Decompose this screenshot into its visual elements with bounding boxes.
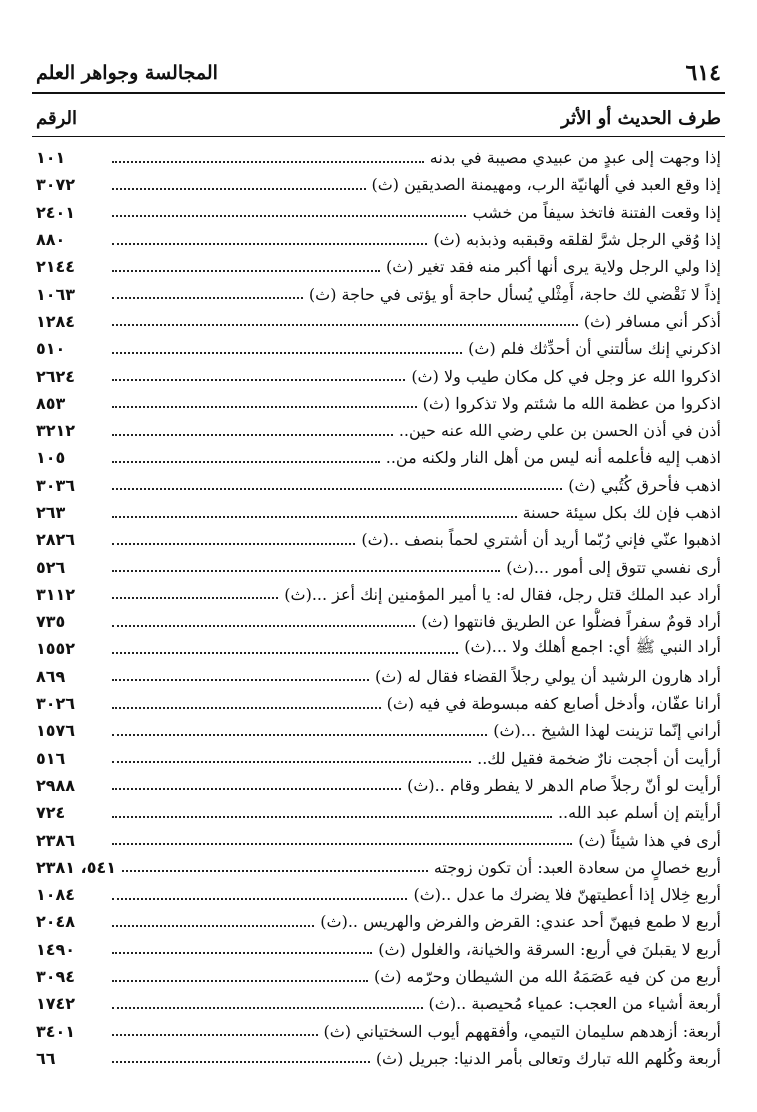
entry-number: ٢٨٢٦: [36, 530, 76, 550]
index-entry: [36, 553, 721, 580]
entry-text: إذاً لا نَقْضي لك حاجة، أَمِثْلي يُسأل حاجة أو يؤتى في حاجة (ث): [308, 284, 721, 304]
index-entry: [36, 472, 721, 499]
entry-number: ٢٩٨٨: [36, 775, 76, 795]
page-number: ٦١٤: [685, 60, 721, 86]
leader-dots: [112, 843, 572, 845]
entry-number: ٢١٤٤: [36, 257, 76, 277]
entry-text: أراد النبي ﷺ أي: اجمع أهلك ولا ...(ث): [464, 637, 721, 657]
index-entry: [36, 1045, 721, 1072]
index-entry: [36, 772, 721, 799]
entry-number: ٢٦٣: [36, 503, 66, 522]
index-entry: [36, 199, 721, 226]
entry-number: ٢٠٤٨: [36, 912, 76, 932]
leader-dots: [112, 215, 466, 217]
leader-dots: [112, 406, 417, 408]
index-entry: [36, 826, 721, 853]
leader-dots: [112, 379, 405, 381]
running-head: [36, 56, 721, 90]
entry-number: ١٠٥: [36, 448, 66, 468]
entry-text: اذهب فإن لك بكل سيئة حسنة: [522, 503, 721, 522]
entry-text: أراد عبد الملك قتل رجل، فقال له: يا أمير المؤمنين إنك أعز ...(ث): [284, 584, 721, 604]
entry-text: أربعة أشياء من العجب: عمياء مُحيصبة ..(ث): [428, 994, 721, 1014]
entry-number: ٨٦٩: [36, 666, 66, 686]
entry-text: اذهب إليه فأعلمه أنه ليس من أهل النار ولكنه من..: [385, 448, 721, 468]
index-entry: [36, 854, 721, 881]
leader-dots: [112, 652, 458, 654]
entry-number: ٢٤٠١: [36, 202, 76, 222]
index-entry: [36, 390, 721, 417]
entry-number: ٧٣٥: [36, 612, 66, 632]
index-entry: [36, 963, 721, 990]
column-header: [36, 100, 721, 136]
entry-text: أرانا عفّان، وأدخل أصابع كفه مبسوطة في فيه (ث): [386, 694, 721, 714]
entry-number: ١٠٦٣: [36, 284, 76, 304]
leader-dots: [112, 788, 401, 790]
leader-dots: [112, 597, 278, 599]
entry-list: [36, 144, 721, 1072]
book-title: المجالسة وجواهر العلم: [36, 62, 218, 84]
index-entry: [36, 635, 721, 662]
leader-dots: [112, 434, 393, 436]
index-entry: [36, 280, 721, 307]
entry-text: إذا وُقي الرجل شرَّ لقلقه وقبقبه وذبذبه (ث): [433, 230, 721, 250]
index-entry: [36, 171, 721, 198]
entry-number: ١٠١: [36, 148, 66, 168]
entry-number: ٣٠٧٢: [36, 175, 76, 195]
entry-text: أربع لا طمع فيهنّ أحد عندي: القرض والفرض والهريس ..(ث): [320, 912, 721, 932]
entry-text: أراني إنّما تزينت لهذا الشيخ ...(ث): [493, 721, 721, 741]
leader-dots: [112, 324, 578, 326]
entry-text: أربع لا يقبلنَ في أربع: السرقة والخيانة، والغلول (ث): [378, 939, 721, 959]
leader-dots: [112, 543, 355, 545]
entry-text: أذن في أذن الحسن بن علي رضي الله عنه حين..: [398, 421, 721, 441]
index-entry: [36, 663, 721, 690]
entry-number: ٣٤٠١: [36, 1021, 76, 1041]
entry-number: ٦٦: [36, 1048, 56, 1068]
entry-text: إذا وقع العبد في ألهانيّة الرب، ومهيمنة الصديقين (ث): [371, 175, 721, 195]
leader-dots: [112, 461, 380, 463]
entry-text: اذكروا الله عز وجل في كل مكان طيب ولا (ث): [411, 366, 721, 386]
entry-number: ٣٢١٢: [36, 421, 76, 441]
entry-number: ٣٠٣٦: [36, 475, 76, 495]
index-entry: [36, 936, 721, 963]
entry-text: أرى نفسي تتوق إلى أمور ...(ث): [506, 557, 721, 577]
leader-dots: [112, 952, 372, 954]
leader-dots: [112, 816, 552, 818]
index-entry: [36, 308, 721, 335]
entry-text: اذكرني إنك سألتني أن أحدِّثك فلم (ث): [468, 339, 721, 359]
entry-text: أرى في هذا شيئاً (ث): [578, 830, 721, 850]
index-entry: [36, 881, 721, 908]
leader-dots: [112, 188, 366, 190]
index-entry: [36, 608, 721, 635]
leader-dots: [112, 925, 314, 927]
entry-text: إذا وقعت الفتنة فاتخذ سيفاً من خشب: [472, 202, 721, 222]
entry-text: أربعة وكُلهم الله تبارك وتعالى بأمر الدنيا: جبريل (ث): [375, 1048, 721, 1068]
leader-dots: [112, 570, 500, 572]
index-entry: [36, 417, 721, 444]
column-text-label: طرف الحديث أو الأثر: [561, 107, 721, 129]
entry-number: ٥١٦: [36, 748, 66, 768]
column-rule: [32, 136, 725, 137]
leader-dots: [112, 352, 462, 354]
entry-text: أربعة: أزهدهم سليمان التيمي، وأفقههم أيوب السختياني (ث): [323, 1021, 721, 1041]
entry-number: ١٢٨٤: [36, 311, 76, 331]
index-entry: [36, 908, 721, 935]
index-entry: [36, 362, 721, 389]
leader-dots: [112, 1034, 318, 1036]
leader-dots: [112, 516, 517, 518]
entry-text: إذا وجهت إلى عبدٍ من عبيدي مصيبة في بدنه: [429, 148, 721, 168]
leader-dots: [112, 161, 424, 163]
index-entry: [36, 526, 721, 553]
entry-text: اذهبوا عنّي فإني رُبّما أريد أن أشتري لحماً بنصف ..(ث): [361, 530, 721, 550]
index-entry: [36, 717, 721, 744]
entry-number: ١٧٤٢: [36, 994, 76, 1014]
entry-number: ١٥٥٢: [36, 639, 76, 659]
entry-text: اذهب فأحرق كُتُبي (ث): [568, 475, 721, 495]
entry-number: ١٤٩٠: [36, 939, 76, 959]
leader-dots: [112, 488, 562, 490]
entry-text: اذكروا من عظمة الله ما شئتم ولا تذكروا (ث): [422, 393, 721, 413]
entry-text: أرأيت أن أججت نارٌ ضخمة فقيل لك..: [477, 748, 721, 768]
entry-text: أرأيت لو أنّ رجلاً صام الدهر لا يفطر وقام ..(ث): [407, 775, 721, 795]
entry-number: ٣١١٢: [36, 584, 76, 604]
column-number-label: الرقم: [36, 107, 78, 129]
leader-dots: [112, 679, 369, 681]
entry-number: ١٠٨٤: [36, 885, 76, 905]
index-entry: [36, 1018, 721, 1045]
leader-dots: [112, 297, 303, 299]
leader-dots: [112, 898, 407, 900]
index-entry: [36, 444, 721, 471]
entry-text: أرأيتم إن أسلم عبد الله..: [557, 803, 721, 823]
leader-dots: [112, 270, 380, 272]
entry-number: ٧٢٤: [36, 803, 66, 823]
entry-number: ٢٣٨٦: [36, 830, 76, 850]
leader-dots: [112, 734, 487, 736]
entry-number: ٨٨٠: [36, 230, 66, 250]
entry-number: ٣٠٢٦: [36, 694, 76, 714]
entry-text: أذكر أني مسافر (ث): [583, 311, 721, 331]
entry-number: ٢٦٢٤: [36, 366, 76, 386]
header-rule: [32, 92, 725, 94]
entry-number: ٥٢٦: [36, 557, 66, 577]
index-entry: [36, 335, 721, 362]
leader-dots: [112, 707, 381, 709]
entry-text: أربع من كن فيه عَصَمَهُ الله من الشيطان وحرّمه (ث): [373, 967, 721, 987]
index-entry: [36, 745, 721, 772]
leader-dots: [112, 1061, 370, 1063]
entry-text: إذا ولي الرجل ولاية يرى أنها أكبر منه فقد تغير (ث): [385, 257, 721, 277]
entry-text: أربع خِلال إذا أعطيتهنّ فلا يضرك ما عدل ..(ث): [413, 885, 721, 905]
index-entry: [36, 799, 721, 826]
leader-dots: [112, 761, 471, 763]
entry-number: ٥١٠: [36, 339, 66, 359]
entry-text: أربع خصالٍ من سعادة العبد: أن تكون زوجته: [433, 857, 721, 877]
entry-number: ٣٠٩٤: [36, 967, 76, 987]
leader-dots: [112, 1007, 423, 1009]
index-entry: [36, 499, 721, 526]
index-entry: [36, 690, 721, 717]
leader-dots: [112, 243, 427, 245]
entry-text: أراد هارون الرشيد أن يولي رجلاً القضاء فقال له (ث): [374, 666, 721, 686]
entry-number: ٥٤١، ٢٣٨١: [36, 857, 117, 877]
entry-number: ١٥٧٦: [36, 721, 76, 741]
index-entry: [36, 990, 721, 1017]
index-entry: [36, 226, 721, 253]
index-entry: [36, 253, 721, 280]
leader-dots: [122, 870, 428, 872]
entry-text: أراد قومٌ سفراً فضلُّوا عن الطريق فانتهوا (ث): [421, 612, 721, 632]
index-entry: [36, 144, 721, 171]
leader-dots: [112, 625, 415, 627]
leader-dots: [112, 980, 368, 982]
entry-number: ٨٥٣: [36, 393, 66, 413]
index-entry: [36, 581, 721, 608]
